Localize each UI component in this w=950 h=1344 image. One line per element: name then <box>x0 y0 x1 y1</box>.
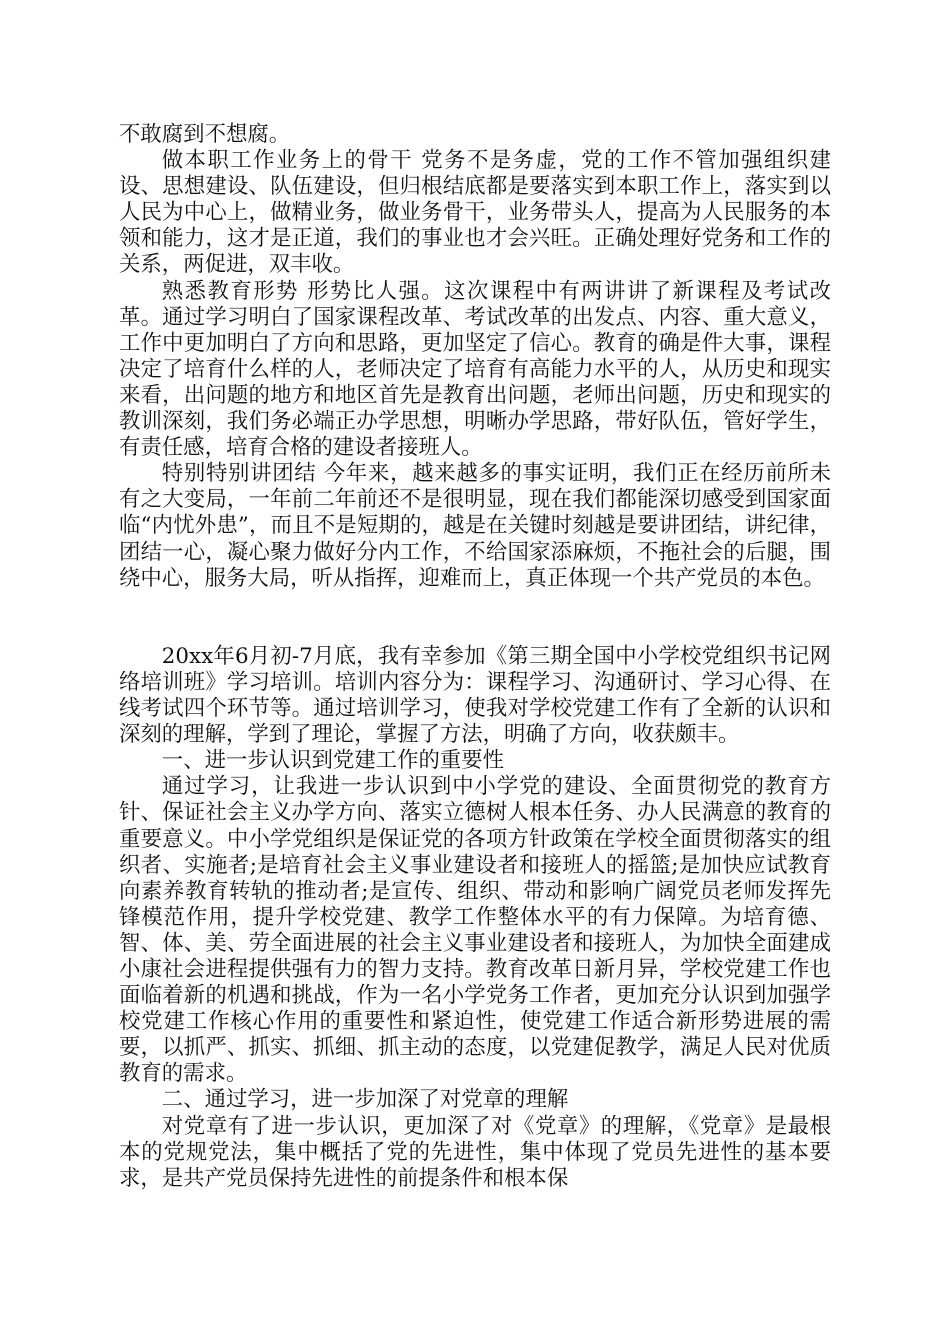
paragraph-0: 不敢腐到不想腐。 <box>119 122 291 147</box>
paragraph-3: 特别特别讲团结 今年来，越来越多的事实证明，我们正在经历前所未有之大变局，一年前二年前还不是很明显，现在我们都能深切感受到国家面临“内忧外患”，而且不是短期的，越是在关键时刻越是要讲团结，讲纪律，团结一心，凝心聚力做好分内工作，不给国家添麻烦，不拖社会的后腿，围绕中心，服务大局，听从指挥，迎难而上，真正体现一个共产党员的本色。 <box>119 461 831 591</box>
document-page <box>119 122 831 1192</box>
paragraph-1: 做本职工作业务上的骨干 党务不是务虚，党的工作不管加强组织建设、思想建设、队伍建设，但归根结底都是要落实到本职工作上，落实到以人民为中心上，做精业务，做业务骨干，业务带头人，提高为人民服务的本领和能力，这才是正道，我们的事业也才会兴旺。正确处理好党务和工作的关系，两促进，双丰收。 <box>119 148 831 278</box>
paragraph-7: 通过学习，让我进一步认识到中小学党的建设、全面贯彻党的教育方针、保证社会主义办学方向、落实立德树人根本任务、办人民满意的教育的重要意义。中小学党组织是保证党的各项方针政策在学校全面贯彻落实的组织者、实施者;是培育社会主义事业建设者和接班人的摇篮;是加快应试教育向素养教育转轨的推动者;是宣传、组织、带动和影响广阔党员老师发挥先锋模范作用，提升学校党建、教学工作整体水平的有力保障。为培育德、智、体、美、劳全面进展的社会主义事业建设者和接班人，为加快全面建成小康社会进程提供强有力的智力支持。教育改革日新月异，学校党建工作也面临着新的机遇和挑战，作为一名小学党务工作者，更加充分认识到加强学校党建工作核心作用的重要性和紧迫性，使党建工作适合新形势进展的需要，以抓严、抓实、抓细、抓主动的态度，以党建促教学，满足人民对优质教育的需求。 <box>119 774 831 1087</box>
section-heading-1: 一、进一步认识到党建工作的重要性 <box>161 748 505 774</box>
section-heading-2: 二、通过学习，进一步加深了对党章的理解 <box>161 1087 569 1113</box>
blank-line <box>119 592 831 618</box>
paragraph-5: 20xx年6月初-7月底，我有幸参加《第三期全国中小学校党组织书记网络培训班》学习培训。培训内容分为：课程学习、沟通研讨、学习心得、在线考试四个环节等。通过培训学习，使我对学校党建工作有了全新的认识和深刻的理解，学到了理论，掌握了方法，明确了方向，收获颇丰。 <box>119 643 831 748</box>
paragraph-2: 熟悉教育形势 形势比人强。这次课程中有两讲讲了新课程及考试改革。通过学习明白了国家课程改革、考试改革的出发点、内容、重大意义，工作中更加明白了方向和思路，更加坚定了信心。教育的确是件大事，课程决定了培育什么样的人，老师决定了培育有高能力水平的人，从历史和现实来看，出问题的地方和地区首先是教育出问题，老师出问题，历史和现实的教训深刻，我们务必端正办学思想，明晰办学思路，带好队伍，管好学生，有责任感，培育合格的建设者接班人。 <box>119 278 831 461</box>
paragraph-9: 对党章有了进一步认识，更加深了对《党章》的理解，《党章》是最根本的党规党法，集中概括了党的先进性，集中体现了党员先进性的基本要求，是共产党员保持先进性的前提条件和根本保 <box>119 1113 831 1191</box>
blank-line <box>119 618 831 644</box>
